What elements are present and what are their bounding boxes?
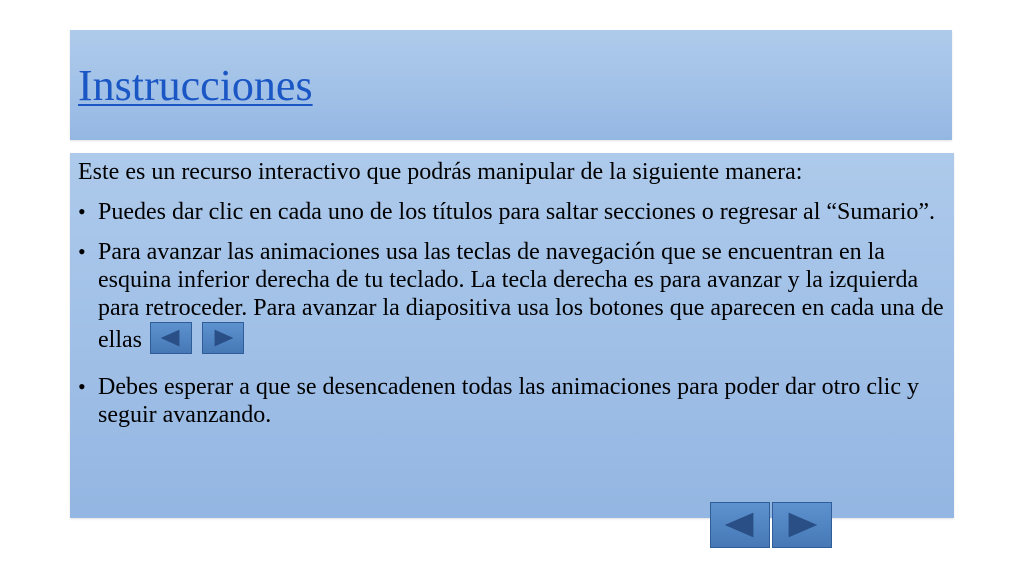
content-panel [70, 153, 954, 518]
bullet-text: Para avanzar las animaciones usa las teclas de navegación que se encuentran en la esquina inferior derecha de tu teclado. La tecla derecha es para avanzar y la izquierda para retroceder. Para avanzar la diapositiva usa los botones que aparecen en cada una de ellas [98, 239, 944, 353]
forward-button[interactable] [772, 502, 832, 548]
bullet-glyph: • [78, 239, 86, 264]
triangle-left-icon [151, 323, 191, 353]
intro-text: Este es un recurso interactivo que podrás manipular de la siguiente manera: [78, 159, 803, 185]
triangle-left-icon [711, 503, 769, 547]
back-button[interactable] [710, 502, 770, 548]
bullet-item [78, 373, 946, 429]
triangle-right-icon [773, 503, 831, 547]
inline-forward-button[interactable] [202, 322, 244, 354]
triangle-right-icon [203, 323, 243, 353]
bullet-glyph: • [78, 199, 86, 224]
inline-back-button[interactable] [150, 322, 192, 354]
title-link[interactable]: Instrucciones [78, 61, 313, 110]
bullet-item [78, 198, 946, 226]
bullet-item [78, 238, 946, 361]
bullet-glyph: • [78, 374, 86, 399]
title-panel [70, 30, 952, 140]
bullet-text: Puedes dar clic en cada uno de los títulos para saltar secciones o regresar al “Sumario”. [98, 199, 936, 225]
bullet-text: Debes esperar a que se desencadenen todas las animaciones para poder dar otro clic y seguir avanzando. [98, 374, 919, 428]
inline-nav-buttons [150, 322, 248, 361]
